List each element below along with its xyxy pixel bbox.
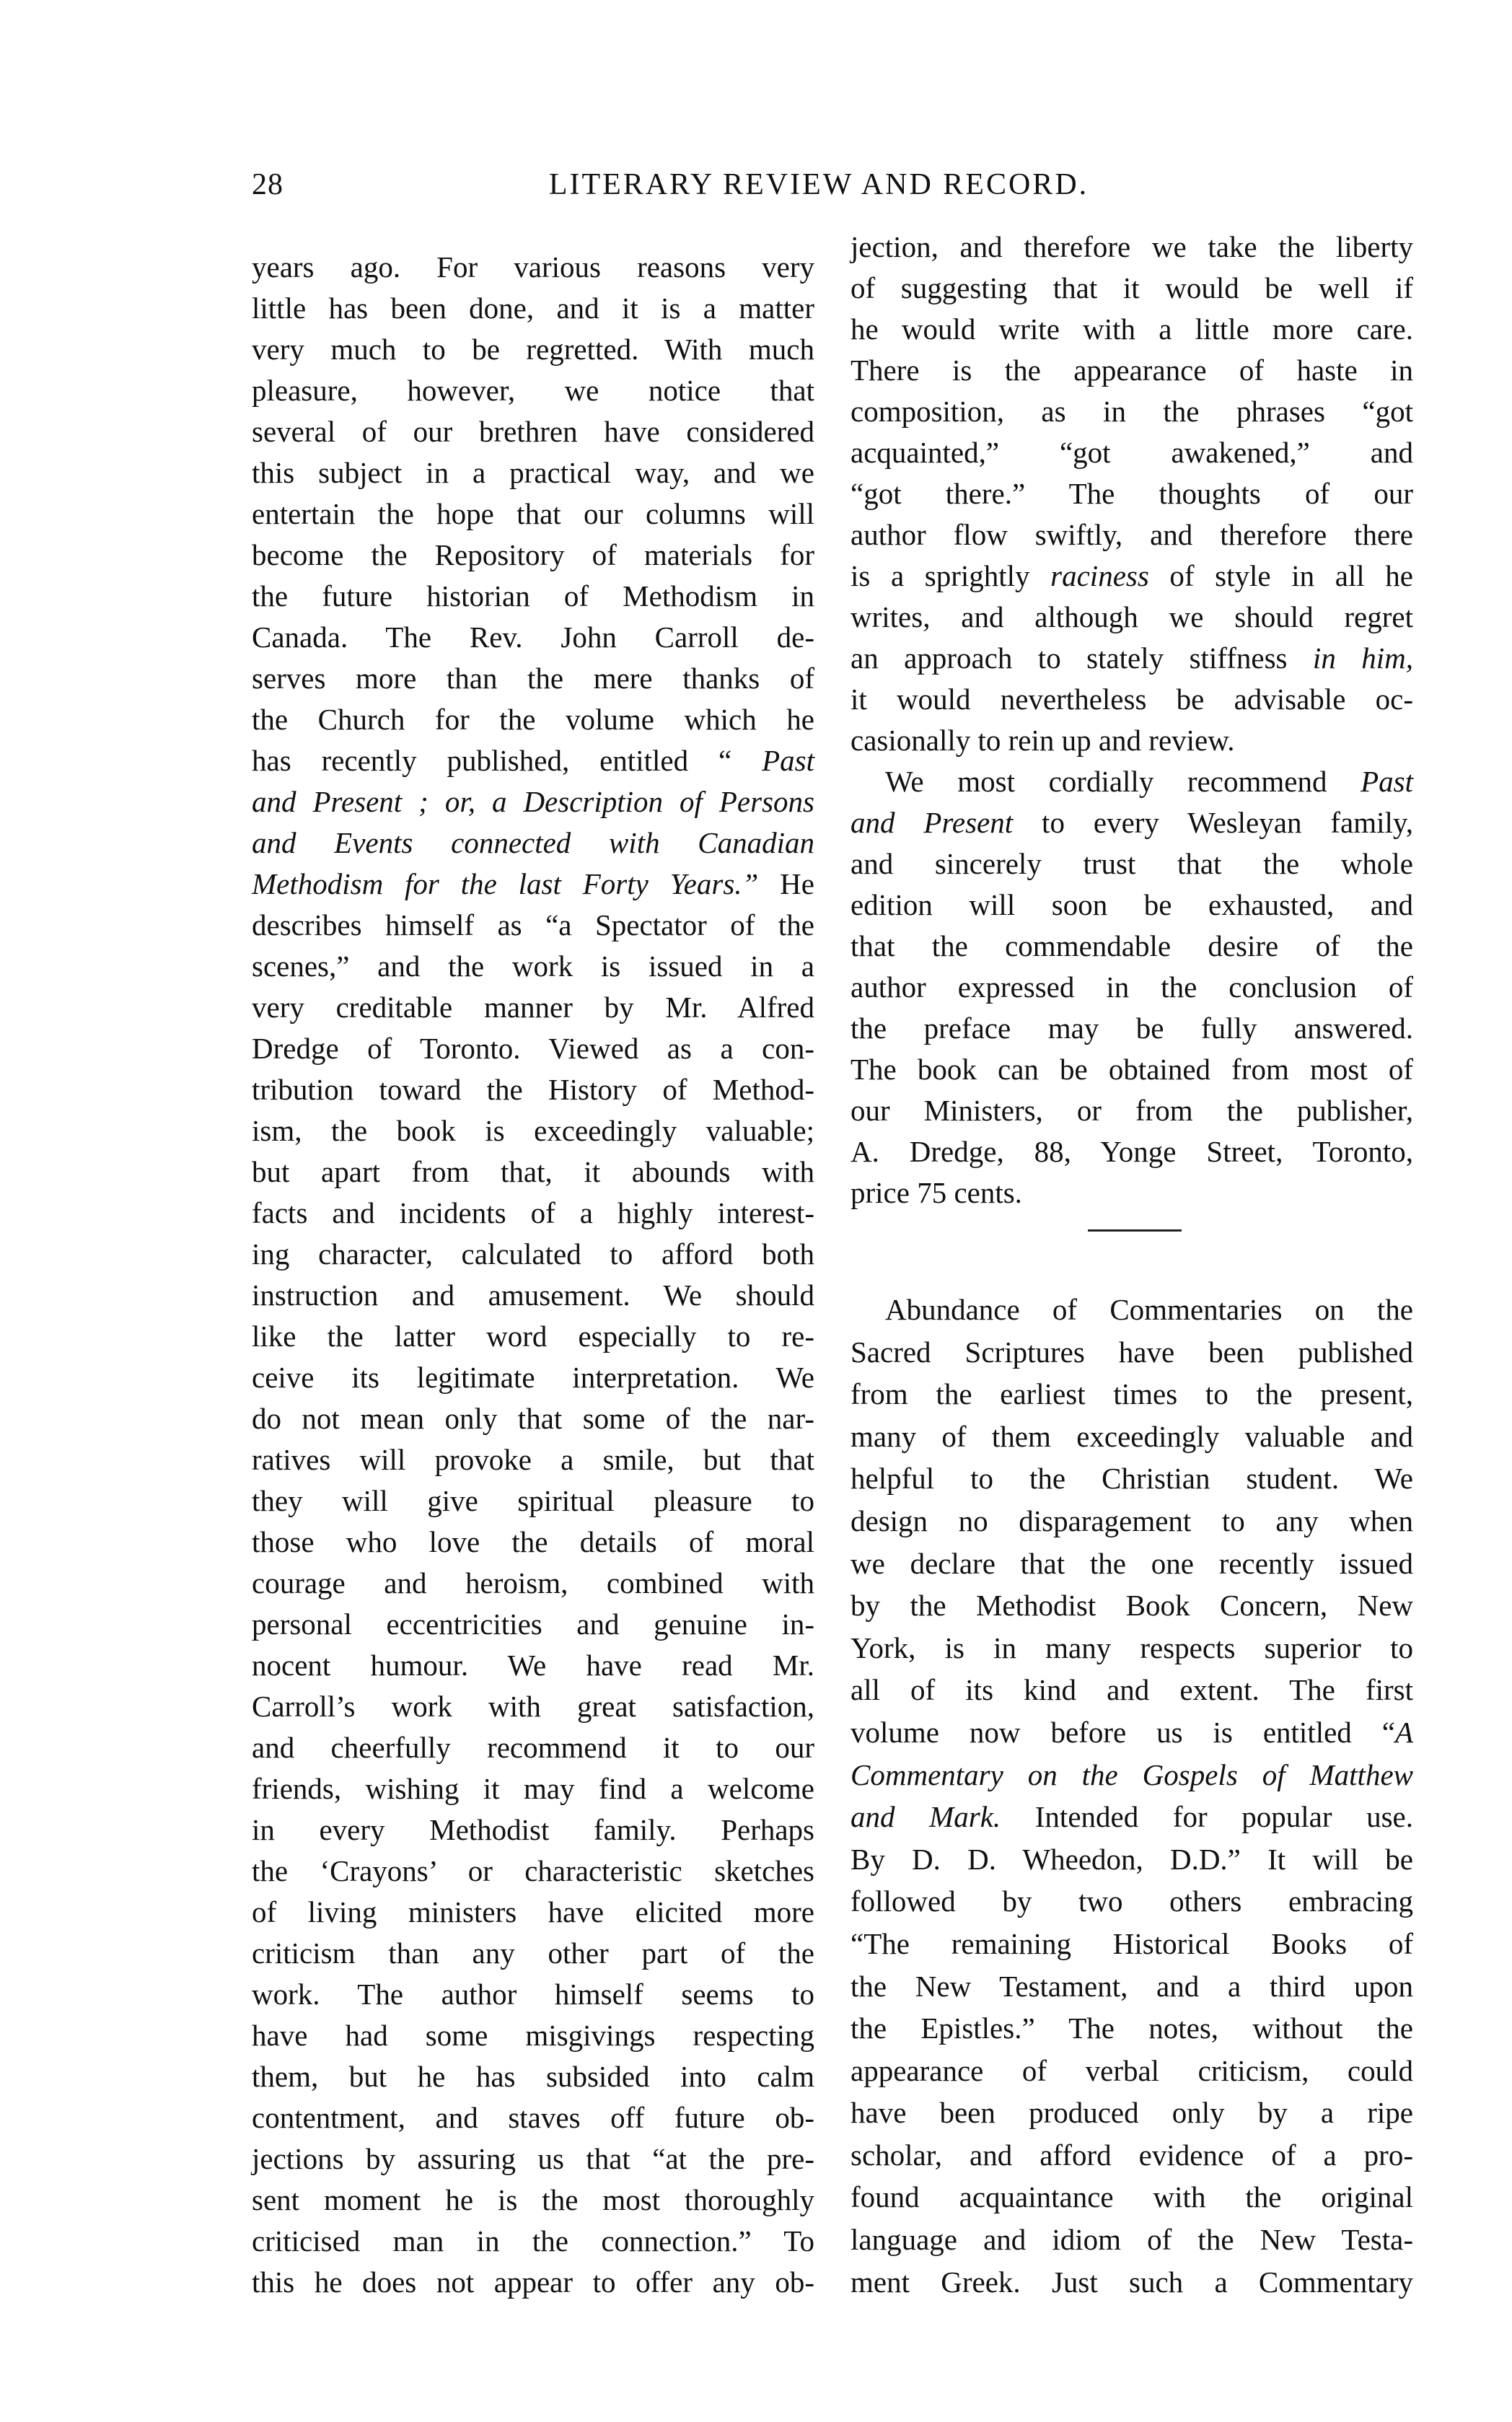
text-line — [252, 781, 814, 822]
text-line: the ‘Crayons’ or characteristic sketches — [252, 1854, 814, 1887]
text-line — [850, 1711, 1413, 1754]
text-line: Canada. The Rev. John Carroll de- — [252, 620, 814, 654]
text-line: edition will soon be exhausted, and — [850, 888, 1413, 921]
text-line: very much to be regretted. With much — [252, 333, 814, 366]
text-line: ratives will provoke a smile, but that — [252, 1443, 814, 1476]
text-line: them, but he has subsided into calm — [252, 2060, 814, 2093]
text-line: jection, and therefore we take the liberty — [850, 230, 1413, 263]
text-line: very creditable manner by Mr. Alfred — [252, 991, 814, 1024]
right-column-commentaries-article — [850, 1289, 1413, 2303]
text-line: writes, and although we should regret — [850, 600, 1413, 633]
text-line: ism, the book is exceedingly valuable; — [252, 1114, 814, 1147]
text-line: of suggesting that it would be well if — [850, 271, 1413, 304]
text-line: jections by assuring us that “at the pre- — [252, 2142, 814, 2175]
text-line: this he does not appear to offer any ob- — [252, 2265, 814, 2299]
text-line — [850, 761, 1413, 802]
italic-title-text: and Events connected with Canadian — [252, 826, 814, 859]
text-line: but apart from that, it abounds with — [252, 1155, 814, 1188]
italic-title-text: raciness — [1050, 559, 1149, 592]
text-line: followed by two others embracing — [850, 1884, 1413, 1918]
text-line: Sacred Scriptures have been published — [850, 1335, 1413, 1369]
text-line: that the commendable desire of the — [850, 929, 1413, 962]
page-number: 28 — [252, 168, 284, 201]
text-line: this subject in a practical way, and we — [252, 456, 814, 489]
text-line: do not mean only that some of the nar- — [252, 1402, 814, 1435]
text-line: scholar, and afford evidence of a pro- — [850, 2138, 1413, 2172]
text-line: it would nevertheless be advisable oc- — [850, 683, 1413, 716]
text-line: he would write with a little more care. — [850, 312, 1413, 346]
text-line: several of our brethren have considered — [252, 415, 814, 448]
text-segment: to every Wesleyan family, — [1013, 806, 1413, 839]
text-line: criticism than any other part of the — [252, 1936, 814, 1970]
text-line: By D. D. Wheedon, D.D.” It will be — [850, 1842, 1413, 1876]
text-line — [252, 822, 814, 864]
italic-title-text: Commentary on the Gospels of Matthew — [850, 1758, 1413, 1791]
text-segment: has recently published, entitled “ — [252, 744, 762, 777]
section-divider-rule — [1088, 1229, 1182, 1232]
text-line: have been produced only by a ripe — [850, 2096, 1413, 2130]
text-line: the New Testament, and a third upon — [850, 1969, 1413, 2003]
text-line — [850, 1754, 1413, 1796]
text-line: facts and incidents of a highly interest- — [252, 1196, 814, 1229]
text-line: helpful to the Christian student. We — [850, 1462, 1413, 1496]
text-line: casionally to rein up and review. — [850, 724, 1235, 757]
text-line — [850, 1796, 1413, 1838]
text-segment: an approach to stately stiffness — [850, 641, 1313, 675]
text-line: composition, as in the phrases “got — [850, 395, 1413, 428]
text-line: Carroll’s work with great satisfaction, — [252, 1690, 814, 1723]
text-line — [252, 864, 814, 905]
text-line: author flow swiftly, and therefore there — [850, 518, 1413, 551]
italic-title-text: in him, — [1312, 641, 1413, 675]
text-line: all of its kind and extent. The first — [850, 1673, 1413, 1707]
text-line: tribution toward the History of Method- — [252, 1073, 814, 1106]
italic-title-text: Past — [762, 744, 814, 777]
text-line: instruction and amusement. We should — [252, 1278, 814, 1312]
text-segment: He — [758, 867, 814, 900]
text-line: of living ministers have elicited more — [252, 1895, 814, 1929]
text-line: acquainted,” “got awakened,” and — [850, 436, 1413, 469]
text-line: ceive its legitimate interpretation. We — [252, 1361, 814, 1394]
text-line: those who love the details of moral — [252, 1525, 814, 1558]
text-line: design no disparagement to any when — [850, 1504, 1413, 1537]
text-line: York, is in many respects superior to — [850, 1631, 1413, 1664]
text-line: author expressed in the conclusion of — [850, 970, 1413, 1004]
text-line: ing character, calculated to afford both — [252, 1237, 814, 1271]
text-line: price 75 cents. — [850, 1176, 1022, 1209]
text-line: from the earliest times to the present, — [850, 1377, 1413, 1411]
italic-title-text: A — [1394, 1715, 1413, 1749]
text-line: found acquaintance with the original — [850, 2180, 1413, 2214]
text-line: appearance of verbal criticism, could — [850, 2053, 1413, 2087]
text-line: describes himself as “a Spectator of the — [252, 908, 814, 942]
text-line: criticised man in the connection.” To — [252, 2224, 814, 2258]
text-line: “got there.” The thoughts of our — [850, 477, 1413, 510]
italic-title-text: Past — [1361, 765, 1413, 798]
text-segment: We most cordially recommend — [885, 765, 1361, 798]
text-line: “The remaining Historical Books of — [850, 1926, 1413, 1960]
text-line: sent moment he is the most thoroughly — [252, 2183, 814, 2216]
text-line: work. The author himself seems to — [252, 1978, 814, 2011]
text-line: courage and heroism, combined with — [252, 1566, 814, 1600]
text-line: our Ministers, or from the publisher, — [850, 1094, 1413, 1127]
text-line: in every Methodist family. Perhaps — [252, 1813, 814, 1846]
text-line: years ago. For various reasons very — [252, 250, 814, 284]
italic-title-text: Methodism for the last Forty Years.” — [252, 867, 759, 900]
text-line — [850, 802, 1413, 843]
text-segment: volume now before us is entitled “ — [850, 1715, 1395, 1749]
text-line: they will give spiritual pleasure to — [252, 1484, 814, 1517]
text-segment: is a sprightly — [850, 559, 1051, 592]
text-line: Dredge of Toronto. Viewed as a con- — [252, 1032, 814, 1065]
text-line — [850, 556, 1413, 597]
text-line: like the latter word especially to re- — [252, 1320, 814, 1353]
text-line: and cheerfully recommend it to our — [252, 1731, 814, 1764]
italic-title-text: and Present ; or, a Description of Persons — [252, 785, 814, 818]
text-line: many of them exceedingly valuable and — [850, 1419, 1413, 1453]
text-line: entertain the hope that our columns will — [252, 497, 814, 530]
text-line: pleasure, however, we notice that — [252, 374, 814, 407]
text-line: become the Repository of materials for — [252, 538, 814, 571]
text-line: by the Methodist Book Concern, New — [850, 1589, 1413, 1623]
text-line: the Epistles.” The notes, without the — [850, 2011, 1413, 2045]
text-line: The book can be obtained from most of — [850, 1053, 1413, 1086]
text-line: A. Dredge, 88, Yonge Street, Toronto, — [850, 1135, 1413, 1168]
text-line: scenes,” and the work is issued in a — [252, 949, 814, 983]
text-segment: of style in all he — [1148, 559, 1413, 592]
text-line: have had some misgivings respecting — [252, 2019, 814, 2052]
text-line: language and idiom of the New Testa- — [850, 2223, 1413, 2257]
text-line: friends, wishing it may find a welcome — [252, 1772, 814, 1805]
text-line: we declare that the one recently issued — [850, 1546, 1413, 1580]
text-line: little has been done, and it is a matter — [252, 291, 814, 325]
text-line — [850, 638, 1413, 679]
italic-title-text: and Mark. — [850, 1800, 1001, 1834]
text-line: serves more than the mere thanks of — [252, 662, 814, 695]
text-line: Abundance of Commentaries on the — [885, 1293, 1413, 1326]
text-line: nocent humour. We have read Mr. — [252, 1649, 814, 1682]
text-line: There is the appearance of haste in — [850, 354, 1413, 387]
text-line: contentment, and staves off future ob- — [252, 2101, 814, 2134]
text-line: ment Greek. Just such a Commentary — [850, 2265, 1413, 2299]
running-title: LITERARY REVIEW AND RECORD. — [548, 168, 1089, 201]
text-line: personal eccentricities and genuine in- — [252, 1607, 814, 1641]
text-segment: Intended for popular use. — [1001, 1800, 1413, 1834]
right-column-review-continued — [850, 227, 1413, 1214]
text-line: the Church for the volume which he — [252, 703, 814, 736]
text-line: and sincerely trust that the whole — [850, 847, 1413, 880]
left-column — [252, 247, 814, 2303]
text-line — [252, 740, 814, 781]
text-line: the preface may be fully answered. — [850, 1012, 1413, 1045]
italic-title-text: and Present — [850, 806, 1014, 839]
text-line: the future historian of Methodism in — [252, 579, 814, 613]
